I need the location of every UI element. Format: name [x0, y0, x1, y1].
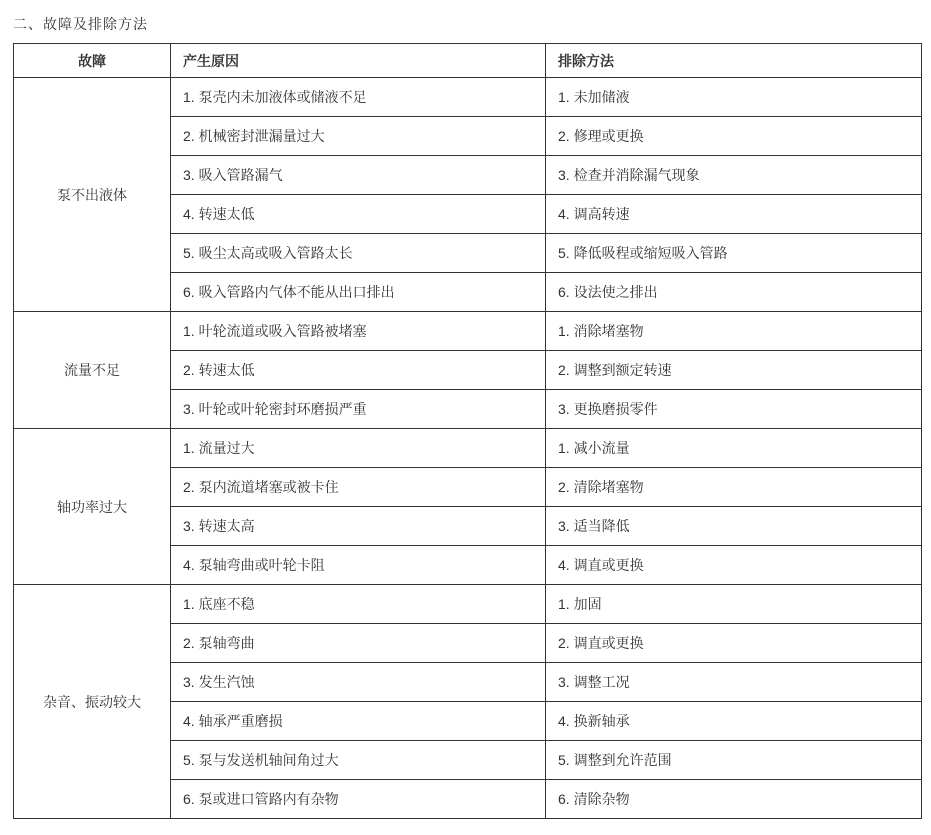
remedy-cell: 3. 检查并消除漏气现象 — [546, 156, 922, 195]
remedy-cell: 1. 减小流量 — [546, 429, 922, 468]
remedy-cell: 2. 调整到额定转速 — [546, 351, 922, 390]
table-row — [14, 585, 922, 624]
cause-cell: 3. 吸入管路漏气 — [171, 156, 546, 195]
fault-cell: 泵不出液体 — [14, 78, 171, 312]
table-header — [14, 44, 922, 78]
fault-cell: 杂音、振动较大 — [14, 585, 171, 819]
column-header-fault: 故障 — [14, 44, 171, 78]
remedy-cell: 4. 换新轴承 — [546, 702, 922, 741]
cause-cell: 1. 流量过大 — [171, 429, 546, 468]
column-header-cause: 产生原因 — [171, 44, 546, 78]
fault-cell: 流量不足 — [14, 312, 171, 429]
table-row — [14, 429, 922, 468]
cause-cell: 2. 转速太低 — [171, 351, 546, 390]
cause-cell: 5. 泵与发送机轴间角过大 — [171, 741, 546, 780]
page-title: 二、故障及排除方法 — [13, 16, 148, 32]
header-row — [14, 44, 922, 78]
remedy-cell: 2. 清除堵塞物 — [546, 468, 922, 507]
remedy-cell: 3. 更换磨损零件 — [546, 390, 922, 429]
cause-cell: 4. 转速太低 — [171, 195, 546, 234]
remedy-cell: 1. 未加储液 — [546, 78, 922, 117]
remedy-cell: 4. 调直或更换 — [546, 546, 922, 585]
cause-cell: 2. 泵内流道堵塞或被卡住 — [171, 468, 546, 507]
cause-cell: 3. 发生汽蚀 — [171, 663, 546, 702]
cause-cell: 2. 泵轴弯曲 — [171, 624, 546, 663]
remedy-cell: 6. 清除杂物 — [546, 780, 922, 819]
remedy-cell: 2. 调直或更换 — [546, 624, 922, 663]
cause-cell: 5. 吸尘太高或吸入管路太长 — [171, 234, 546, 273]
remedy-cell: 5. 调整到允许范围 — [546, 741, 922, 780]
table-body — [14, 78, 922, 819]
cause-cell: 1. 叶轮流道或吸入管路被堵塞 — [171, 312, 546, 351]
remedy-cell: 5. 降低吸程或缩短吸入管路 — [546, 234, 922, 273]
cause-cell: 3. 叶轮或叶轮密封环磨损严重 — [171, 390, 546, 429]
table-row — [14, 78, 922, 117]
cause-cell: 4. 泵轴弯曲或叶轮卡阻 — [171, 546, 546, 585]
cause-cell: 3. 转速太高 — [171, 507, 546, 546]
remedy-cell: 3. 适当降低 — [546, 507, 922, 546]
cause-cell: 2. 机械密封泄漏量过大 — [171, 117, 546, 156]
table-row — [14, 312, 922, 351]
fault-table — [13, 43, 922, 819]
cause-cell: 6. 泵或进口管路内有杂物 — [171, 780, 546, 819]
cause-cell: 6. 吸入管路内气体不能从出口排出 — [171, 273, 546, 312]
cause-cell: 1. 泵壳内未加液体或储液不足 — [171, 78, 546, 117]
cause-cell: 1. 底座不稳 — [171, 585, 546, 624]
cause-cell: 4. 轴承严重磨损 — [171, 702, 546, 741]
remedy-cell: 1. 加固 — [546, 585, 922, 624]
remedy-cell: 4. 调高转速 — [546, 195, 922, 234]
remedy-cell: 1. 消除堵塞物 — [546, 312, 922, 351]
column-header-remedy: 排除方法 — [546, 44, 922, 78]
remedy-cell: 6. 设法使之排出 — [546, 273, 922, 312]
remedy-cell: 3. 调整工况 — [546, 663, 922, 702]
fault-cell: 轴功率过大 — [14, 429, 171, 585]
remedy-cell: 2. 修理或更换 — [546, 117, 922, 156]
